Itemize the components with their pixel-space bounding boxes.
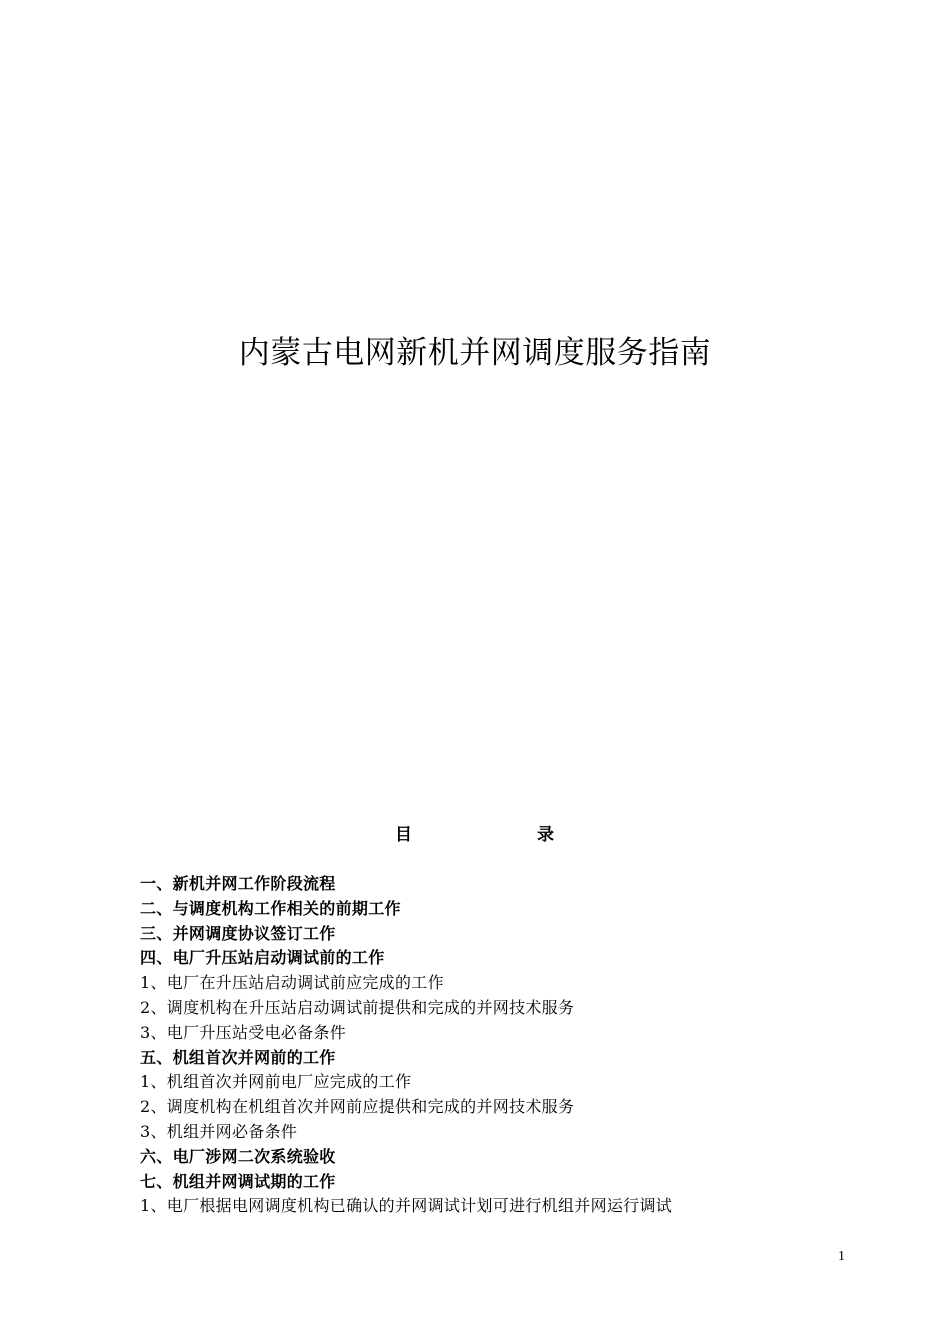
toc-item: 四、电厂升压站启动调试前的工作: [140, 948, 385, 968]
toc-item: 3、电厂升压站受电必备条件: [140, 1022, 347, 1042]
toc-heading-char-2: 录: [537, 825, 554, 845]
document-title: 内蒙古电网新机并网调度服务指南: [238, 335, 712, 371]
toc-heading-char-1: 目: [395, 825, 412, 845]
toc-item: 三、并网调度协议签订工作: [140, 923, 336, 943]
toc-item: 1、电厂根据电网调度机构已确认的并网调试计划可进行机组并网运行调试: [140, 1196, 673, 1216]
toc-item: 五、机组首次并网前的工作: [140, 1047, 336, 1067]
toc-item: 3、机组并网必备条件: [140, 1121, 298, 1141]
toc-item: 二、与调度机构工作相关的前期工作: [140, 898, 401, 918]
table-of-contents: [140, 872, 900, 1219]
toc-item: 一、新机并网工作阶段流程: [140, 874, 336, 893]
toc-item: 六、电厂涉网二次系统验收: [140, 1146, 336, 1166]
toc-heading: [0, 822, 950, 848]
toc-item: 1、机组首次并网前电厂应完成的工作: [140, 1072, 412, 1092]
toc-item: 1、电厂在升压站启动调试前应完成的工作: [140, 973, 444, 993]
toc-item: 2、调度机构在机组首次并网前应提供和完成的并网技术服务: [140, 1097, 575, 1117]
toc-item: 七、机组并网调试期的工作: [140, 1171, 336, 1191]
toc-item: 2、调度机构在升压站启动调试前提供和完成的并网技术服务: [140, 997, 575, 1017]
page-number: 1: [838, 1249, 845, 1264]
